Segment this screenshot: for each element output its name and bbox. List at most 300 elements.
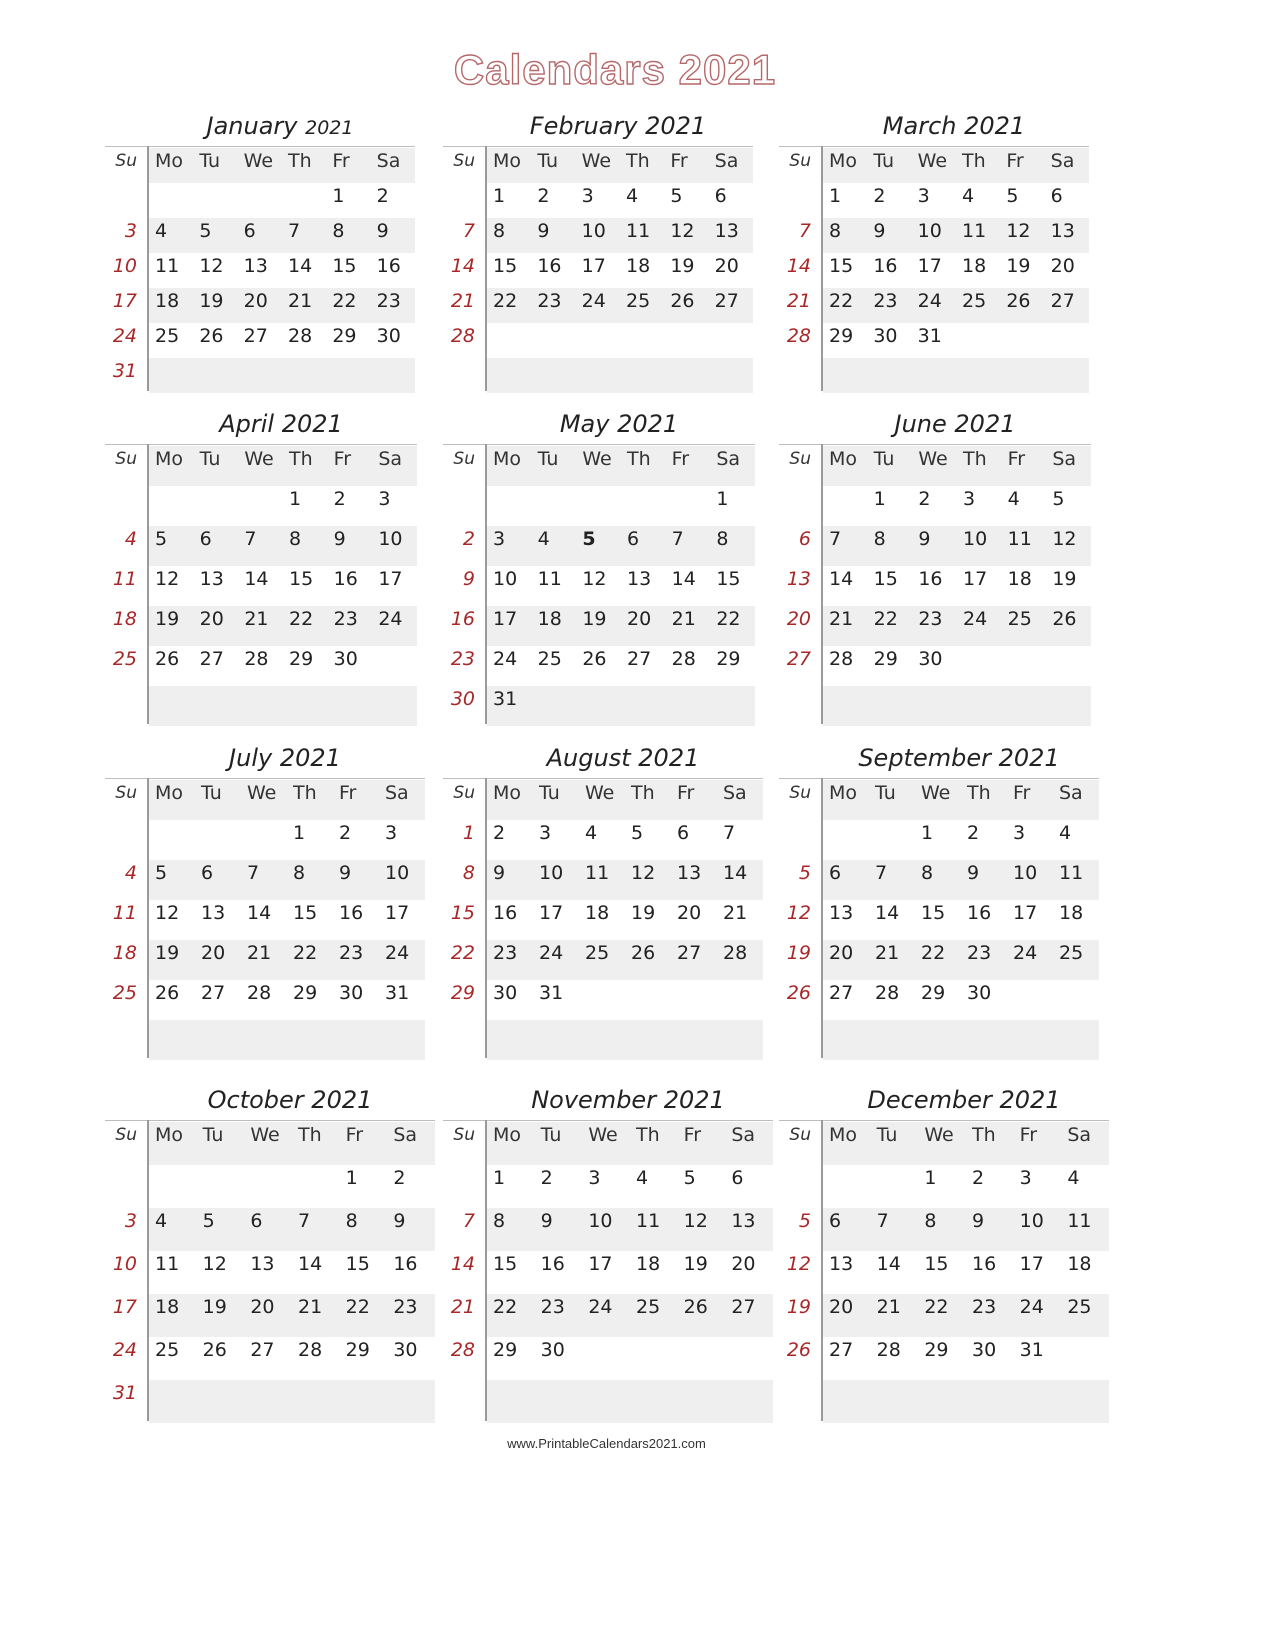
day-cell: 20	[250, 1296, 275, 1318]
month-grid-rule	[779, 1120, 1109, 1121]
day-cell: 19	[155, 942, 180, 964]
month-name: January	[206, 112, 298, 140]
week-row	[105, 940, 425, 980]
sunday-cell	[105, 820, 137, 860]
day-cell	[1013, 980, 1059, 1020]
day-cell: 29	[332, 325, 357, 347]
day-cell: 28	[247, 982, 272, 1004]
week-row	[779, 1337, 1109, 1380]
day-cell: 25	[626, 290, 651, 312]
day-cell	[921, 1020, 967, 1060]
week-row	[779, 686, 1091, 726]
day-cell: 10	[378, 528, 403, 550]
weekday-mo: Mo	[155, 782, 184, 804]
week-row	[443, 358, 753, 393]
day-cell	[293, 1020, 339, 1060]
day-cell: 3	[378, 488, 391, 510]
day-cell	[377, 358, 421, 393]
weekday-sa: Sa	[376, 150, 401, 172]
month-year: 2021	[954, 410, 1016, 438]
weekday-tu: Tu	[202, 1124, 224, 1146]
day-cell: 15	[293, 902, 318, 924]
weekday-sa: Sa	[1067, 1124, 1092, 1146]
day-cell: 8	[293, 862, 306, 884]
month-year: 2021	[638, 744, 700, 772]
weekday-mo: Mo	[155, 1124, 184, 1146]
day-cell: 6	[627, 528, 640, 550]
weekday-sa: Sa	[716, 448, 741, 470]
day-cell: 21	[829, 608, 854, 630]
day-cell: 23	[967, 942, 992, 964]
day-cell: 3	[539, 822, 552, 844]
day-cell: 18	[636, 1253, 661, 1275]
sunday-cell	[779, 486, 811, 526]
day-cell: 5	[582, 528, 596, 550]
day-cell: 4	[585, 822, 598, 844]
day-cell: 13	[199, 568, 224, 590]
day-cell: 25	[636, 1296, 661, 1318]
sunday-cell: 28	[450, 325, 475, 347]
weekday-su: Su	[453, 449, 475, 469]
weekday-header-row	[779, 446, 1091, 486]
day-cell	[723, 1020, 769, 1060]
week-row	[105, 1337, 435, 1380]
day-cell: 15	[289, 568, 314, 590]
sunday-cell: 16	[450, 608, 475, 630]
day-cell	[288, 183, 332, 218]
week-row	[443, 1380, 773, 1423]
day-cell: 9	[967, 862, 980, 884]
month-march	[779, 112, 1089, 391]
day-cell: 7	[875, 862, 888, 884]
day-cell	[155, 1165, 203, 1208]
day-cell	[155, 486, 200, 526]
day-cell	[829, 1165, 877, 1208]
day-cell: 16	[540, 1253, 565, 1275]
sunday-cell	[443, 1020, 475, 1060]
week-row	[779, 253, 1089, 288]
weekday-sa: Sa	[1050, 150, 1075, 172]
day-cell: 17	[917, 255, 942, 277]
day-cell	[631, 1020, 677, 1060]
day-cell: 17	[1013, 902, 1038, 924]
day-cell: 13	[243, 255, 268, 277]
day-cell: 30	[918, 648, 943, 670]
sunday-cell: 21	[450, 290, 475, 312]
sunday-cell: 7	[798, 220, 811, 242]
day-cell: 2	[393, 1167, 406, 1189]
day-cell: 27	[829, 982, 854, 1004]
day-cell	[378, 686, 423, 726]
month-name: February	[529, 112, 638, 140]
weekday-su: Su	[115, 151, 137, 171]
day-cell	[684, 1337, 732, 1380]
day-cell: 4	[537, 528, 550, 550]
day-cell: 26	[670, 290, 695, 312]
day-cell	[877, 1380, 925, 1423]
day-cell	[244, 486, 289, 526]
week-row	[443, 980, 763, 1020]
day-cell: 31	[917, 325, 942, 347]
day-cell: 25	[155, 1339, 180, 1361]
sunday-cell	[443, 1380, 475, 1423]
week-row	[105, 183, 415, 218]
weekday-header-row	[105, 1122, 435, 1165]
day-cell: 3	[1019, 1167, 1032, 1189]
day-cell: 24	[539, 942, 564, 964]
day-cell: 22	[493, 290, 518, 312]
sunday-cell: 21	[786, 290, 811, 312]
day-cell: 16	[493, 902, 518, 924]
day-cell: 10	[1019, 1210, 1044, 1232]
weekday-th: Th	[298, 1124, 322, 1146]
weekday-tu: Tu	[201, 782, 222, 804]
weekday-tu: Tu	[537, 150, 559, 172]
month-name: December	[867, 1086, 992, 1114]
weekday-mo: Mo	[829, 448, 858, 470]
day-cell	[585, 1020, 631, 1060]
day-cell: 19	[670, 255, 695, 277]
day-cell	[918, 358, 962, 393]
sunday-cell	[779, 1020, 811, 1060]
day-cell: 1	[345, 1167, 358, 1189]
day-cell: 27	[199, 648, 224, 670]
week-row	[443, 486, 755, 526]
weekday-th: Th	[967, 782, 991, 804]
day-cell	[203, 1165, 251, 1208]
day-cell	[731, 1380, 779, 1423]
day-cell: 26	[155, 648, 180, 670]
day-cell: 14	[288, 255, 313, 277]
weekday-su: Su	[789, 449, 811, 469]
day-cell: 11	[1007, 528, 1032, 550]
day-cell	[1067, 1337, 1115, 1380]
weekday-header-row	[443, 148, 753, 183]
day-cell	[537, 323, 581, 358]
week-row	[779, 183, 1089, 218]
week-row	[105, 218, 415, 253]
day-cell: 9	[493, 862, 506, 884]
sunday-cell: 14	[450, 255, 475, 277]
day-cell	[155, 1380, 203, 1423]
day-cell: 15	[873, 568, 898, 590]
day-cell: 13	[627, 568, 652, 590]
day-cell: 13	[201, 902, 226, 924]
day-cell: 13	[250, 1253, 275, 1275]
day-cell: 11	[155, 255, 180, 277]
day-cell: 8	[924, 1210, 937, 1232]
weekday-su: Su	[789, 151, 811, 171]
day-cell: 9	[376, 220, 389, 242]
day-cell: 17	[588, 1253, 613, 1275]
day-cell: 4	[1007, 488, 1020, 510]
month-july	[105, 744, 425, 1058]
weekday-tu: Tu	[539, 782, 560, 804]
sunday-cell: 8	[462, 862, 475, 884]
day-cell: 13	[714, 220, 739, 242]
weekday-we: We	[581, 150, 612, 172]
weekday-su: Su	[453, 1125, 475, 1145]
day-cell: 28	[298, 1339, 323, 1361]
day-cell: 5	[670, 185, 683, 207]
week-row	[105, 358, 415, 393]
day-cell	[155, 358, 199, 393]
day-cell: 2	[537, 185, 550, 207]
day-cell: 29	[873, 648, 898, 670]
day-cell	[493, 358, 537, 393]
day-cell	[677, 1020, 723, 1060]
month-title	[483, 112, 753, 148]
day-cell	[199, 358, 243, 393]
day-cell	[1059, 980, 1105, 1020]
week-row	[105, 646, 417, 686]
sunday-cell: 6	[798, 528, 811, 550]
day-cell	[875, 820, 921, 860]
day-cell: 24	[378, 608, 403, 630]
day-cell: 31	[539, 982, 564, 1004]
day-cell: 14	[723, 862, 748, 884]
sunday-cell: 4	[124, 528, 137, 550]
day-cell: 2	[339, 822, 352, 844]
day-cell: 19	[155, 608, 180, 630]
day-cell: 8	[345, 1210, 358, 1232]
weekday-header-row	[105, 148, 415, 183]
day-cell	[636, 1337, 684, 1380]
day-cell: 21	[244, 608, 269, 630]
month-year: 2021	[645, 112, 707, 140]
day-cell: 24	[1019, 1296, 1044, 1318]
sunday-cell	[779, 686, 811, 726]
week-row	[443, 526, 755, 566]
sunday-cell: 18	[112, 608, 137, 630]
weekday-th: Th	[288, 150, 312, 172]
weekday-fr: Fr	[332, 150, 350, 172]
day-cell: 29	[293, 982, 318, 1004]
day-cell: 16	[333, 568, 358, 590]
day-cell: 18	[585, 902, 610, 924]
day-cell: 20	[829, 942, 854, 964]
sunday-cell	[105, 486, 137, 526]
day-cell: 6	[677, 822, 690, 844]
day-cell: 1	[921, 822, 934, 844]
month-name: July	[229, 744, 273, 772]
day-cell	[539, 1020, 585, 1060]
week-row	[443, 566, 755, 606]
week-row	[105, 686, 417, 726]
day-cell	[1006, 323, 1050, 358]
weekday-sa: Sa	[731, 1124, 756, 1146]
weekday-fr: Fr	[1013, 782, 1031, 804]
day-cell: 9	[537, 220, 550, 242]
weekday-header-row	[779, 148, 1089, 183]
weekday-tu: Tu	[873, 150, 895, 172]
week-row	[779, 566, 1091, 606]
day-cell: 10	[581, 220, 606, 242]
day-cell	[538, 486, 583, 526]
day-cell: 20	[677, 902, 702, 924]
weekday-fr: Fr	[683, 1124, 702, 1146]
day-cell: 12	[582, 568, 607, 590]
day-cell: 25	[537, 648, 562, 670]
day-cell: 28	[244, 648, 269, 670]
day-cell: 19	[199, 290, 224, 312]
day-cell: 16	[918, 568, 943, 590]
weekday-th: Th	[627, 448, 651, 470]
day-cell: 8	[716, 528, 729, 550]
day-cell	[1052, 646, 1097, 686]
day-cell	[588, 1380, 636, 1423]
weekday-we: We	[582, 448, 612, 470]
week-row	[779, 1294, 1109, 1337]
day-cell: 3	[581, 185, 594, 207]
day-cell: 12	[631, 862, 656, 884]
day-cell	[289, 686, 334, 726]
day-cell: 10	[963, 528, 988, 550]
weekday-th: Th	[963, 448, 987, 470]
month-name: May	[559, 410, 610, 438]
day-cell: 22	[924, 1296, 949, 1318]
day-cell: 30	[967, 982, 992, 1004]
month-title	[145, 112, 415, 148]
day-cell	[199, 183, 243, 218]
sunday-cell	[443, 358, 475, 393]
day-cell	[877, 1165, 925, 1208]
week-row	[443, 1020, 763, 1060]
day-cell: 7	[298, 1210, 311, 1232]
weekday-th: Th	[293, 782, 317, 804]
page-title: Calendars 2021	[453, 46, 777, 93]
sunday-cell: 1	[462, 822, 475, 844]
sunday-cell	[443, 486, 475, 526]
day-cell: 13	[829, 1253, 854, 1275]
week-row	[443, 218, 753, 253]
weekday-header-row	[105, 446, 417, 486]
month-february	[443, 112, 753, 391]
sunday-cell: 17	[112, 290, 137, 312]
day-cell: 11	[1059, 862, 1084, 884]
day-cell: 12	[1006, 220, 1031, 242]
day-cell: 6	[250, 1210, 263, 1232]
month-title	[145, 1086, 435, 1122]
day-cell: 29	[289, 648, 314, 670]
sunday-cell: 22	[450, 942, 475, 964]
sunday-cell: 19	[786, 1296, 811, 1318]
week-row	[105, 253, 415, 288]
weekday-we: We	[918, 448, 948, 470]
day-cell	[672, 486, 717, 526]
week-row	[105, 323, 415, 358]
day-cell: 24	[493, 648, 518, 670]
month-name: April	[219, 410, 275, 438]
week-row	[779, 323, 1089, 358]
day-cell: 27	[250, 1339, 275, 1361]
week-row	[443, 820, 763, 860]
day-cell: 21	[298, 1296, 323, 1318]
day-cell: 2	[873, 185, 886, 207]
day-cell	[716, 686, 761, 726]
sunday-cell	[443, 183, 475, 218]
day-cell: 17	[378, 568, 403, 590]
month-year: 2021	[617, 410, 679, 438]
weekday-mo: Mo	[493, 150, 522, 172]
week-row	[443, 1337, 773, 1380]
sunday-cell	[779, 358, 811, 393]
day-cell	[829, 486, 874, 526]
weekday-su: Su	[453, 151, 475, 171]
day-cell: 11	[626, 220, 651, 242]
sunday-cell: 9	[462, 568, 475, 590]
day-cell	[155, 686, 200, 726]
day-cell	[493, 1020, 539, 1060]
day-cell: 15	[493, 1253, 518, 1275]
day-cell: 12	[202, 1253, 227, 1275]
day-cell: 20	[1050, 255, 1075, 277]
day-cell: 16	[967, 902, 992, 924]
weekday-header-row	[779, 1122, 1109, 1165]
week-row	[779, 606, 1091, 646]
day-cell	[627, 486, 672, 526]
day-cell: 1	[716, 488, 729, 510]
day-cell: 23	[972, 1296, 997, 1318]
day-cell: 18	[626, 255, 651, 277]
day-cell: 11	[1067, 1210, 1092, 1232]
day-cell: 13	[829, 902, 854, 924]
week-row	[105, 1165, 435, 1208]
day-cell	[631, 980, 677, 1020]
week-row	[105, 1208, 435, 1251]
week-row	[105, 1251, 435, 1294]
month-august	[443, 744, 763, 1058]
month-year: 2021	[279, 744, 341, 772]
day-cell	[1008, 646, 1053, 686]
day-cell: 19	[202, 1296, 227, 1318]
day-cell	[585, 980, 631, 1020]
day-cell: 6	[1050, 185, 1063, 207]
month-name: August	[546, 744, 631, 772]
day-cell: 10	[588, 1210, 613, 1232]
weekday-su: Su	[115, 783, 137, 803]
day-cell: 27	[627, 648, 652, 670]
day-cell	[203, 1380, 251, 1423]
month-year: 2021	[281, 410, 343, 438]
day-cell: 2	[333, 488, 346, 510]
sunday-cell: 14	[786, 255, 811, 277]
week-row	[779, 288, 1089, 323]
week-row	[105, 980, 425, 1020]
sunday-cell: 10	[112, 1253, 137, 1275]
sunday-cell: 21	[450, 1296, 475, 1318]
day-cell: 9	[918, 528, 931, 550]
sunday-cell	[105, 1165, 137, 1208]
footer-url[interactable]: www.PrintableCalendars2021.com	[507, 1436, 706, 1451]
day-cell: 22	[345, 1296, 370, 1318]
day-cell: 6	[199, 528, 212, 550]
day-cell	[582, 323, 626, 358]
day-cell: 7	[247, 862, 260, 884]
sunday-cell	[779, 183, 811, 218]
day-cell: 3	[493, 528, 506, 550]
day-cell: 26	[631, 942, 656, 964]
month-november	[443, 1086, 773, 1421]
day-cell	[672, 686, 717, 726]
day-cell: 18	[155, 1296, 180, 1318]
weekday-th: Th	[636, 1124, 660, 1146]
day-cell: 4	[636, 1167, 649, 1189]
day-cell: 23	[376, 290, 401, 312]
day-cell: 17	[385, 902, 410, 924]
day-cell: 12	[670, 220, 695, 242]
month-grid-rule	[779, 444, 1091, 445]
